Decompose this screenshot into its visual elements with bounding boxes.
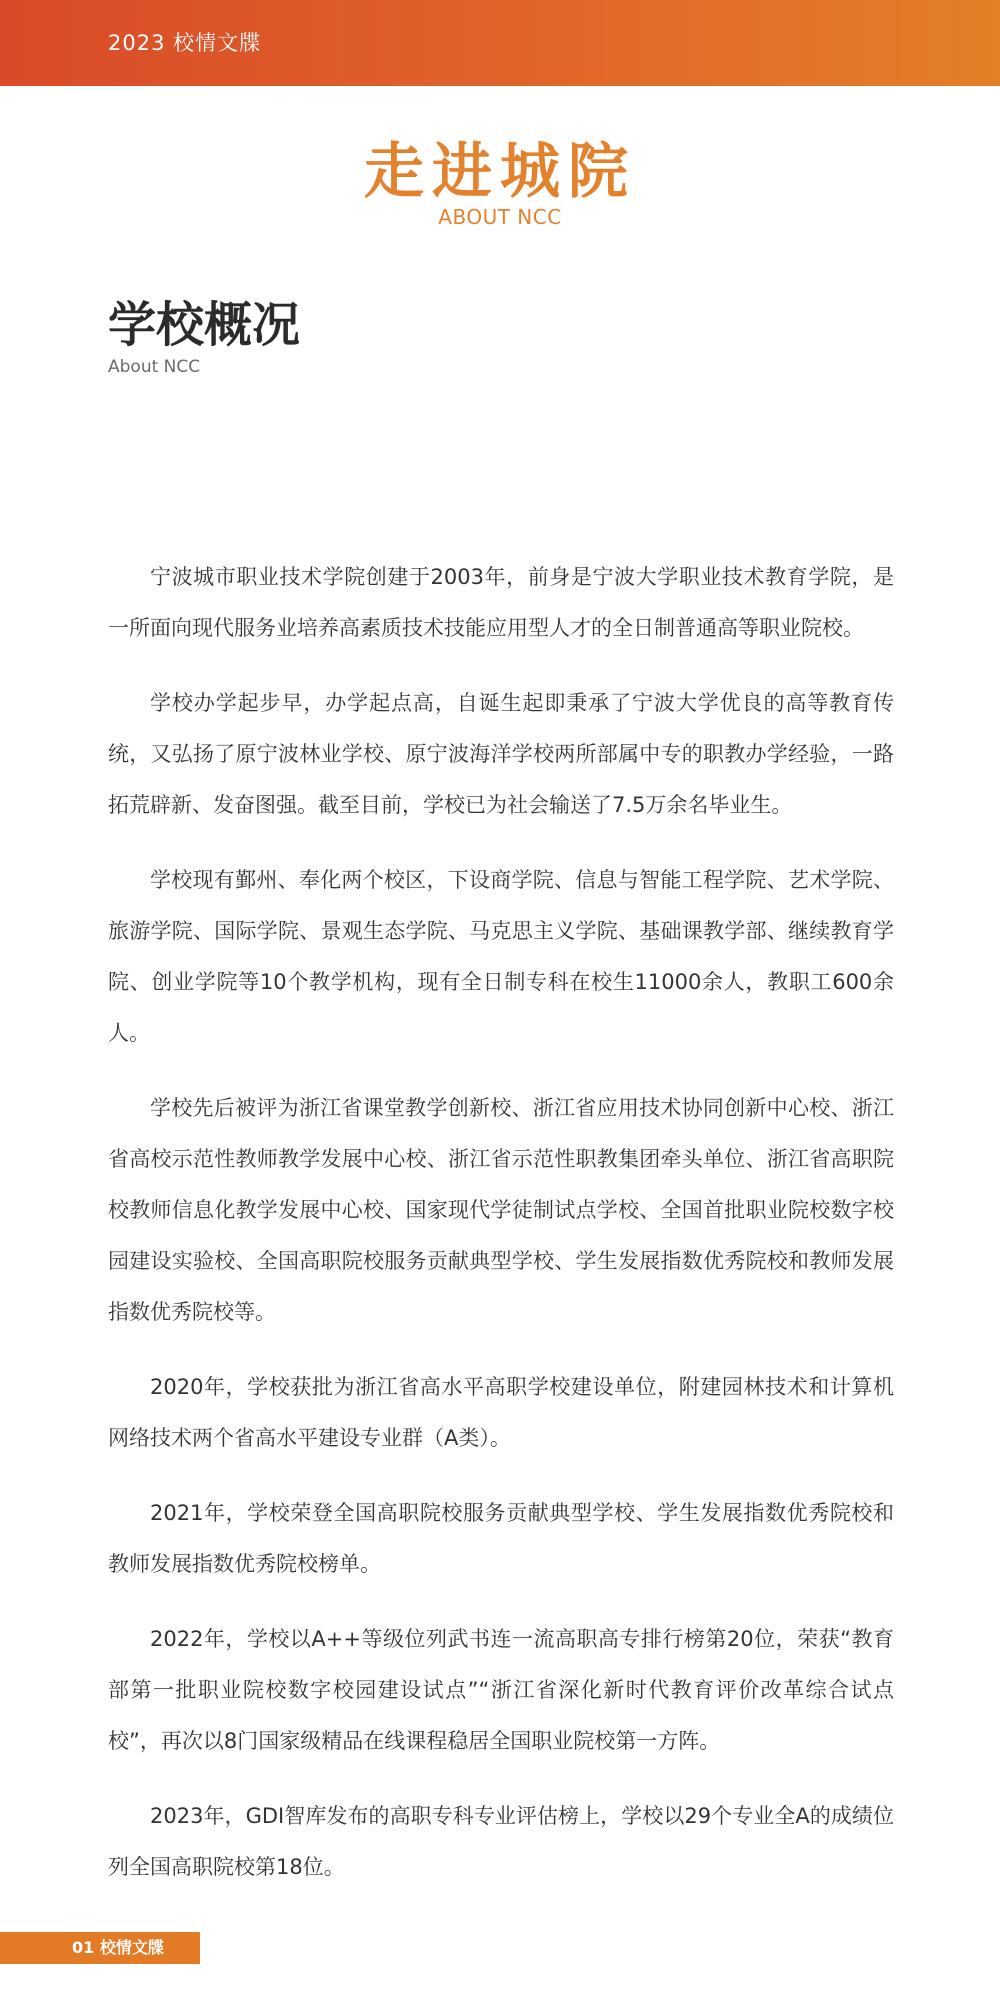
header-title: 2023 校情文牒 <box>108 31 262 55</box>
paragraph: 学校先后被评为浙江省课堂教学创新校、浙江省应用技术协同创新中心校、浙江省高校示范性教师教学发展中心校、浙江省示范性职教集团牵头单位、浙江省高职院校教师信息化教学发展中心校、国家现代学徒制试点学校、全国首批职业院校数字校园建设实验校、全国高职院校服务贡献典型学校、学生发展指数优秀院校和教师发展指数优秀院校等。 <box>108 1096 894 1324</box>
section-header <box>108 296 300 378</box>
header-bar <box>0 0 1000 86</box>
section-subtitle: About NCC <box>108 357 201 377</box>
page-number-label: 01 校情文牒 <box>72 1938 164 1957</box>
paragraph: 2022年，学校以A++等级位列武书连一流高职高专排行榜第20位，荣获“教育部第一批职业院校数字校园建设试点”“浙江省深化新时代教育评价改革综合试点校”，再次以8门国家级精品在线课程稳居全国职业院校第一方阵。 <box>108 1627 894 1753</box>
hero-block <box>0 136 1000 230</box>
section-title: 学校概况 <box>108 297 301 353</box>
paragraph: 2020年，学校获批为浙江省高水平高职学校建设单位，附建园林技术和计算机网络技术两个省高水平建设专业群（A类）。 <box>108 1375 894 1450</box>
hero-title: 走进城院 <box>364 137 636 207</box>
paragraph: 2021年，学校荣登全国高职院校服务贡献典型学校、学生发展指数优秀院校和教师发展指数优秀院校榜单。 <box>108 1501 894 1576</box>
paragraph: 学校现有鄞州、奉化两个校区，下设商学院、信息与智能工程学院、艺术学院、旅游学院、国际学院、景观生态学院、马克思主义学院、基础课教学部、继续教育学院、创业学院等10个教学机构，现有全日制专科在校生11000余人，教职工600余人。 <box>108 868 894 1045</box>
paragraph: 学校办学起步早，办学起点高，自诞生起即秉承了宁波大学优良的高等教育传统，又弘扬了原宁波林业学校、原宁波海洋学校两所部属中专的职教办学经验，一路拓荒辟新、发奋图强。截至目前，学校已为社会输送了7.5万余名毕业生。 <box>108 691 894 817</box>
hero-subtitle: ABOUT NCC <box>438 205 562 229</box>
paragraph: 2023年，GDI智库发布的高职专科专业评估榜上，学校以29个专业全A的成绩位列全国高职院校第18位。 <box>108 1804 894 1879</box>
page-number-tag <box>0 1932 200 1964</box>
paragraph: 宁波城市职业技术学院创建于2003年，前身是宁波大学职业技术教育学院，是一所面向现代服务业培养高素质技术技能应用型人才的全日制普通高等职业院校。 <box>108 565 894 640</box>
body-text <box>108 552 894 1917</box>
